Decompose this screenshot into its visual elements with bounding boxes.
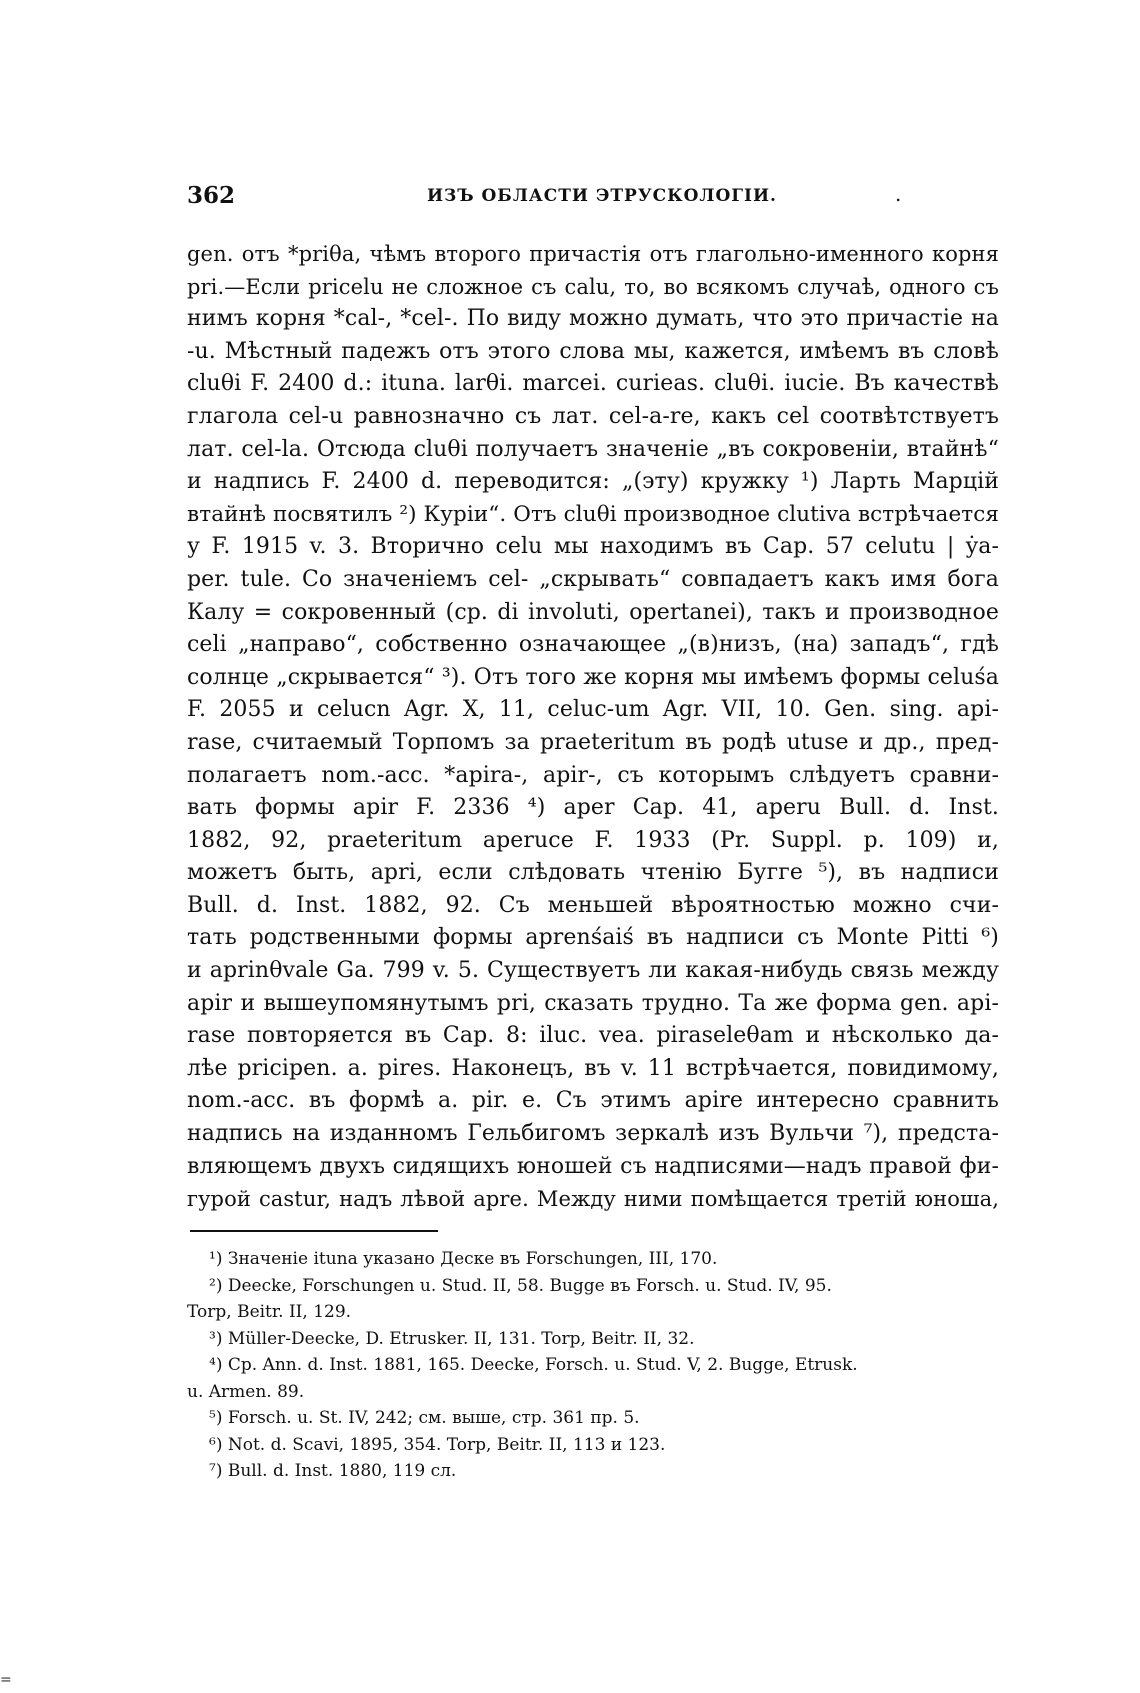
page-header (187, 182, 923, 214)
text-line: gen. отъ *priθa, чѣмъ второго причастія отъ глагольно-именного корня (187, 242, 999, 266)
footnote-line: ¹) Значеніе ituna указано Деске въ Forschungen, III, 170. (209, 1249, 718, 1269)
footnote-line: ⁵) Forsch. u. St. IV, 242; см. выше, стр. 361 пр. 5. (209, 1408, 640, 1428)
running-title: ИЗЪ ОБЛАСТИ ЭТРУСКОЛОГІИ. (427, 186, 777, 206)
page-number: 362 (187, 182, 236, 209)
text-line: солнце „скрывается“ ³). Отъ того же корня мы имѣемъ формы celuśa (187, 664, 999, 690)
text-line: и aprinθvale Ga. 799 v. 5. Существуетъ ли какая-нибудь связь между (187, 958, 999, 984)
text-line: 1882, 92, praeteritum aperuce F. 1933 (Pr. Suppl. p. 109) и, (187, 827, 999, 853)
footnote-line: Torp, Beitr. II, 129. (187, 1302, 352, 1322)
text-line: per. tule. Со значеніемъ cel- „скрывать“ совпадаетъ какъ имя бога (187, 566, 999, 592)
text-line: вляющемъ двухъ сидящихъ юношей съ надписями—надъ правой фи- (187, 1153, 999, 1179)
text-line: вать формы apir F. 2336 ⁴) aper Cap. 41, aperu Bull. d. Inst. (187, 795, 999, 821)
text-line: celi „направо“, собственно означающее „(в)низъ, (на) западъ“, гдѣ (187, 632, 999, 658)
text-line: F. 2055 и celucn Agr. X, 11, celuc-um Agr. VII, 10. Gen. sing. api- (187, 697, 999, 723)
text-line: у F. 1915 v. 3. Вторично celu мы находимъ въ Cap. 57 celutu | ẏa- (187, 534, 999, 560)
text-line: лѣе pricipen. a. pires. Наконецъ, въ v. 11 встрѣчается, повидимому, (187, 1055, 999, 1081)
text-line: лат. cel-la. Отсюда cluθi получаетъ значеніе „въ сокровеніи, втайнѣ“ (187, 436, 999, 462)
text-line: тать родственными формы aprenśaiś въ надписи съ Monte Pitti ⁶) (187, 925, 999, 951)
text-line: Bull. d. Inst. 1882, 92. Съ меньшей вѣроятностью можно счи- (187, 892, 999, 918)
text-line: Калу = сокровенный (ср. di involuti, opertanei), такъ и производное (187, 599, 999, 625)
text-line: nom.-acc. въ формѣ a. pir. e. Съ этимъ apire интересно сравнить (187, 1088, 999, 1114)
text-line: -u. Мѣстный падежъ отъ этого слова мы, кажется, имѣемъ въ словѣ (187, 338, 999, 364)
text-line: можетъ быть, apri, если слѣдовать чтенію Бугге ⁵), въ надписи (187, 860, 999, 886)
text-line: глагола cel-u равнозначно съ лат. cel-a-re, какъ cel соотвѣтствуетъ (187, 403, 999, 429)
text-line: нимъ корня *cal-, *cel-. По виду можно думать, что это причастіе на (187, 306, 999, 332)
footnote-line: ³) Müller-Deecke, D. Etrusker. II, 131. Torp, Beitr. II, 32. (209, 1328, 695, 1349)
footnote-line: ⁶) Not. d. Scavi, 1895, 354. Torp, Beitr. II, 113 и 123. (209, 1434, 666, 1455)
text-line: и надпись F. 2400 d. переводится: „(эту) кружку ¹) Ларть Марцій (187, 469, 999, 495)
text-line: rase повторяется въ Cap. 8: iluc. vea. piraseleθam и нѣсколько да- (187, 1023, 999, 1049)
footnote-line: ⁴) Ср. Ann. d. Inst. 1881, 165. Deecke, Forsch. u. Stud. V, 2. Bugge, Etrusk. (209, 1355, 858, 1375)
footnote-divider (190, 1230, 438, 1232)
footnote-line: u. Armen. 89. (187, 1381, 305, 1402)
text-line: cluθi F. 2400 d.: ituna. larθi. marcei. curieas. cluθi. iucie. Въ качествѣ (187, 371, 999, 397)
text-line: pri.—Если pricelu не сложное съ calu, то, во всякомъ случаѣ, одного съ (187, 274, 999, 299)
text-line: apir и вышеупомянутымъ pri, сказать трудно. Та же форма gen. api- (187, 990, 999, 1016)
text-line: надпись на изданномъ Гельбигомъ зеркалѣ изъ Вульчи ⁷), предста- (187, 1121, 999, 1147)
footnote-line: ²) Deecke, Forschungen u. Stud. II, 58. Bugge въ Forsch. u. Stud. IV, 95. (209, 1275, 832, 1296)
text-line: гурой castur, надъ лѣвой apre. Между ними помѣщается третій юноша, (187, 1187, 999, 1212)
text-line: втайнѣ посвятилъ ²) Куріи“. Отъ cluθi производное clutiva встрѣчается (187, 501, 1000, 527)
header-dot: . (895, 182, 902, 206)
corner-mark: = (0, 1672, 12, 1688)
footnotes (187, 1246, 999, 1485)
footnote-line: ⁷) Bull. d. Inst. 1880, 119 сл. (209, 1461, 457, 1481)
text-line: rase, считаемый Торпомъ за praeteritum въ родѣ utuse и др., пред- (187, 729, 999, 755)
main-text (187, 238, 999, 1216)
text-line: полагаетъ nom.-acc. *apira-, apir-, съ которымъ слѣдуетъ сравни- (187, 762, 999, 788)
